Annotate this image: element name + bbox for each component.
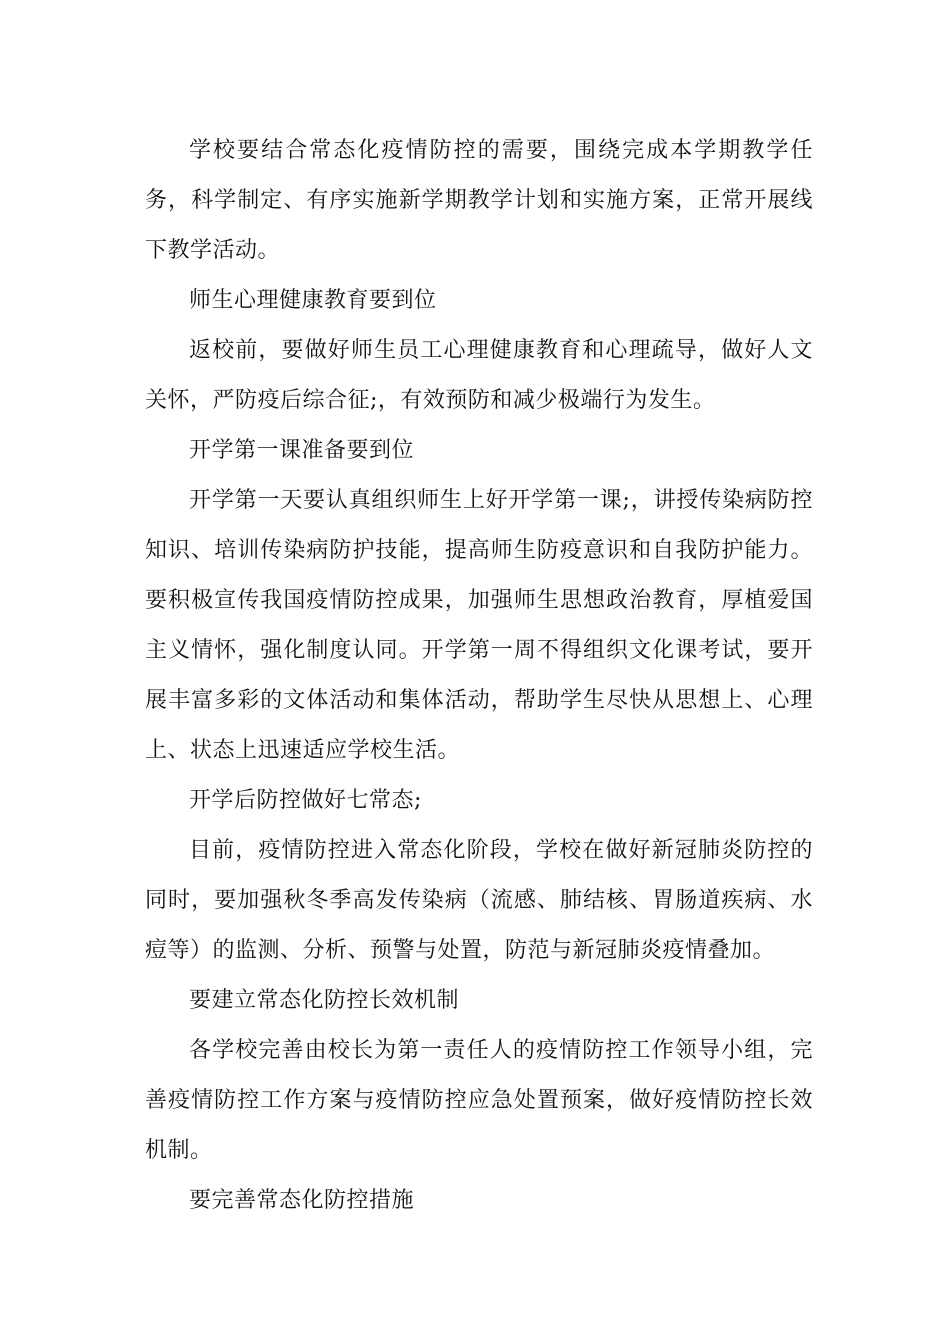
section-heading: 开学第一课准备要到位 xyxy=(189,438,415,463)
paragraph: 各学校完善由校长为第一责任人的疫情防控工作领导小组，完善疫情防控工作方案与疫情防控应急处置预案，做好疫情防控长效机制。 xyxy=(145,1038,813,1163)
paragraph: 学校要结合常态化疫情防控的需要，围绕完成本学期教学任务，科学制定、有序实施新学期教学计划和实施方案，正常开展线下教学活动。 xyxy=(145,138,813,263)
section-heading: 要建立常态化防控长效机制 xyxy=(189,988,460,1013)
paragraph: 开学第一天要认真组织师生上好开学第一课;，讲授传染病防控知识、培训传染病防护技能，提高师生防疫意识和自我防护能力。要积极宣传我国疫情防控成果，加强师生思想政治教育，厚植爱国主义情怀，强化制度认同。开学第一周不得组织文化课考试，要开展丰富多彩的文体活动和集体活动，帮助学生尽快从思想上、心理上、状态上迅速适应学校生活。 xyxy=(145,488,813,763)
section-heading: 师生心理健康教育要到位 xyxy=(189,288,437,313)
section-heading: 要完善常态化防控措施 xyxy=(189,1188,415,1213)
paragraph: 返校前，要做好师生员工心理健康教育和心理疏导，做好人文关怀，严防疫后综合征;，有效预防和减少极端行为发生。 xyxy=(145,338,813,413)
section-heading: 开学后防控做好七常态; xyxy=(189,788,422,813)
document-page xyxy=(145,126,813,1226)
paragraph: 目前，疫情防控进入常态化阶段，学校在做好新冠肺炎防控的同时，要加强秋冬季高发传染病（流感、肺结核、胃肠道疾病、水痘等）的监测、分析、预警与处置，防范与新冠肺炎疫情叠加。 xyxy=(145,838,813,963)
